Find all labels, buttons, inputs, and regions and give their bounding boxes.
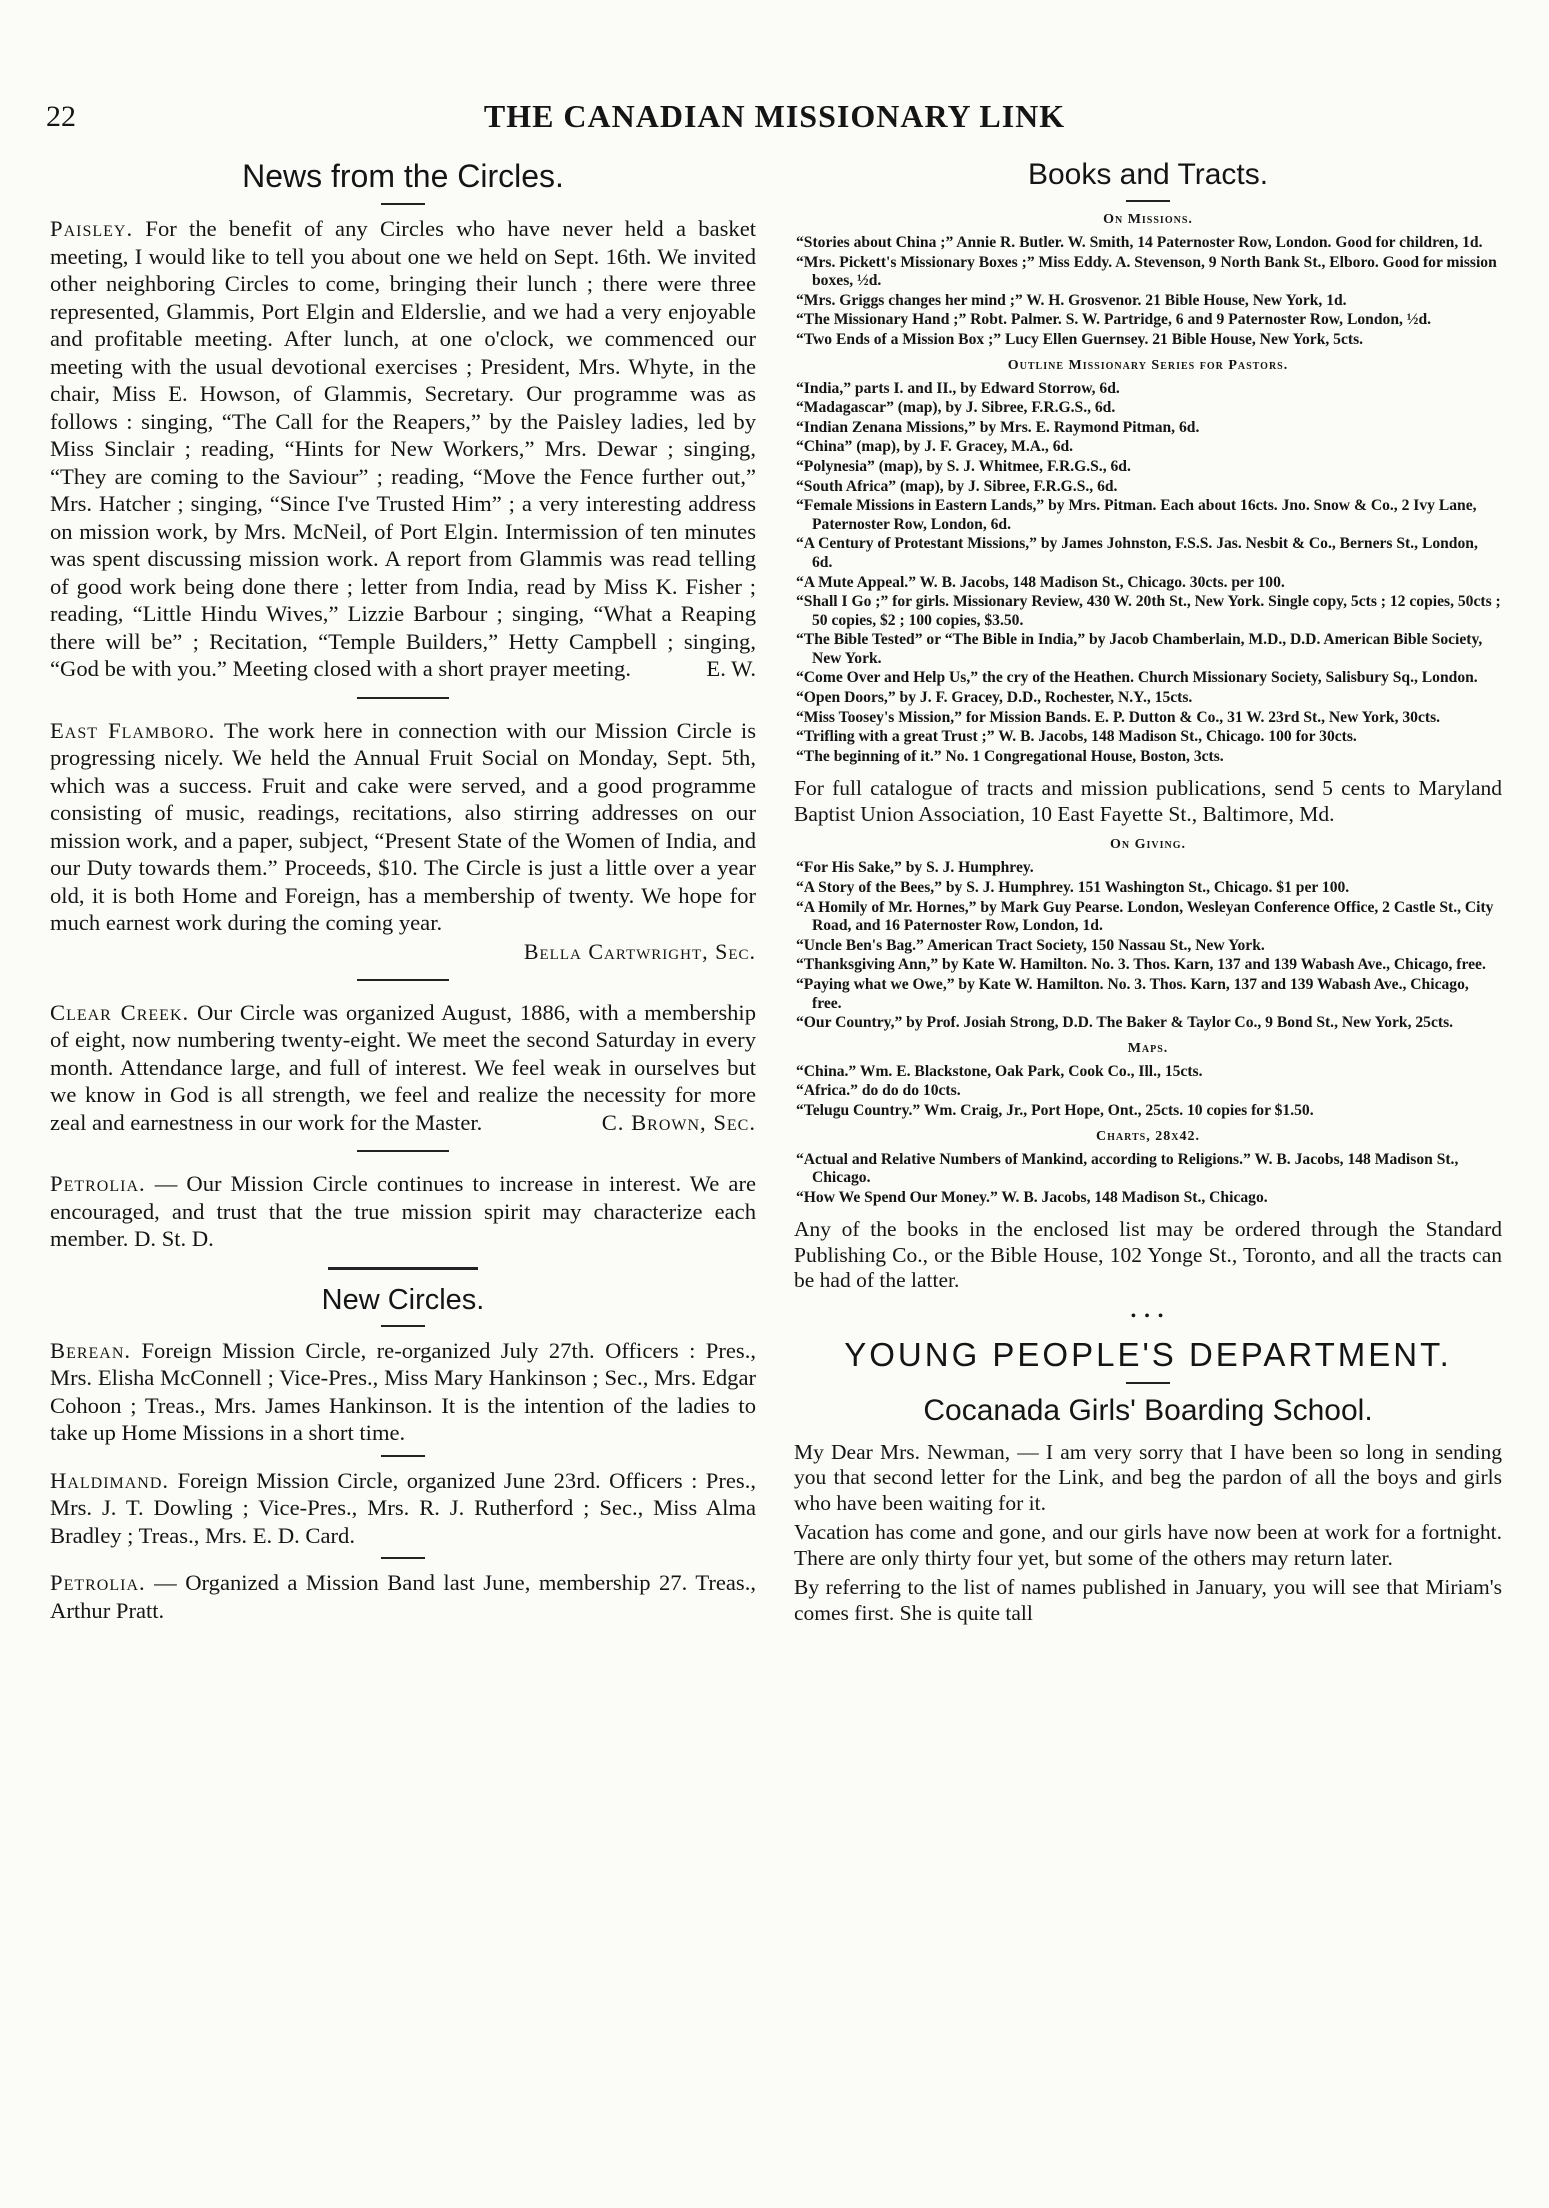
list-item: “Thanksgiving Ann,” by Kate W. Hamilton. No. 3. Thos. Karn, 137 and 139 Wabash Ave., Chicago, free. bbox=[796, 956, 1486, 974]
letter-paragraph: Vacation has come and gone, and our girls have now been at work for a fortnight. There are only thirty four yet, but some of the others may return later. bbox=[794, 1520, 1502, 1570]
subheading-on-giving: On Giving. bbox=[1109, 837, 1186, 853]
article-text: The work here in connection with our Mission Circle is progressing nicely. We held the Annual Fruit Social on Monday, Sept. 5th, which was a success. Fruit and cake were served, and a good programme consisting of music, readings, recitations, also stirring addresses on our mission work, and a paper, subject, “Present State of the Women of India, and our Duty towards them.” Proceeds, $10. The Circle is just a little over a year old, it is both Home and Foreign, has a membership of twenty. We hope for much earnest work during the coming year. bbox=[50, 717, 756, 935]
place-name: Petrolia. bbox=[50, 1570, 146, 1595]
separator: • • • bbox=[1130, 1307, 1166, 1325]
divider bbox=[381, 1455, 425, 1457]
subheading-maps: Maps. bbox=[1127, 1040, 1169, 1056]
subheading-charts: Charts, 28x42. bbox=[1096, 1128, 1200, 1144]
list-item: “South Africa” (map), by J. Sibree, F.R.G.S., 6d. bbox=[796, 477, 1118, 495]
outline-list bbox=[794, 380, 1502, 767]
divider bbox=[381, 1325, 425, 1327]
letter-paragraph: My Dear Mrs. Newman, — I am very sorry that I have been so long in sending you that second letter for the Link, and beg the pardon of all the boys and girls who have been waiting for it. bbox=[794, 1439, 1502, 1515]
signature: E. W. bbox=[706, 656, 756, 681]
article-petrolia-band bbox=[50, 1569, 756, 1624]
list-item: “A Story of the Bees,” by S. J. Humphrey. 151 Washington St., Chicago. $1 per 100. bbox=[796, 879, 1350, 897]
place-name: Paisley. bbox=[50, 216, 134, 241]
list-item: “Madagascar” (map), by J. Sibree, F.R.G.S., 6d. bbox=[796, 399, 1116, 417]
list-item: “For His Sake,” by S. J. Humphrey. bbox=[796, 859, 1034, 877]
page-number: 22 bbox=[46, 100, 76, 133]
divider bbox=[357, 1150, 449, 1152]
divider bbox=[381, 203, 425, 205]
article-text: For the benefit of any Circles who have never held a basket meeting, I would like to tell you about one we held on Sept. 16th. We invited other neighboring Circles to come, bringing their lunch ; there were three represented, Glammis, Port Elgin and Elderslie, and we had a very enjoyable and profitable meeting. After lunch, at one o'clock, we commenced our meeting with the usual devotional exercises ; President, Mrs. Whyte, in the chair, Miss E. Howson, of Glammis, Secretary. Our programme was as follows : singing, “The Call for the Reapers,” by the Paisley ladies, led by Miss Sinclair ; reading, “Hints for New Workers,” Mrs. Dewar ; singing, “They are coming to the Saviour” ; reading, “Move the Fence further out,” Mrs. Hatcher ; singing, “Since I've Trusted Him” ; a very interesting address on mission work, by Mrs. McNeil, of Port Elgin. Intermission of ten minutes was spent discussing mission work. A report from Glammis was read telling of good work being done there ; letter from India, read by Miss K. Fisher ; reading, “Little Hindu Wives,” Lizzie Barbour ; singing, “What a Reaping there will be” ; Recitation, “Temple Builders,” Hetty Campbell ; singing, “God be with you.” Meeting closed with a short prayer meeting. bbox=[50, 216, 756, 681]
list-item: “Indian Zenana Missions,” by Mrs. E. Raymond Pitman, 6d. bbox=[796, 418, 1200, 436]
list-item: “Female Missions in Eastern Lands,” by Mrs. Pitman. Each about 16cts. Jno. Snow & Co., 2 Ivy Lane, Paternoster Row, London, 6d. bbox=[796, 497, 1477, 533]
list-item: “Stories about China ;” Annie R. Butler. W. Smith, 14 Paternoster Row, London. Good for children, 1d. bbox=[796, 234, 1483, 251]
list-item: “The beginning of it.” No. 1 Congregational House, Boston, 3cts. bbox=[796, 747, 1224, 765]
list-item: “Our Country,” by Prof. Josiah Strong, D.D. The Baker & Taylor Co., 9 Bond St., New York, 25cts. bbox=[796, 1014, 1454, 1032]
list-item: “Polynesia” (map), by S. J. Whitmee, F.R.G.S., 6d. bbox=[796, 457, 1131, 475]
young-peoples-department-title: YOUNG PEOPLE'S DEPARTMENT. bbox=[844, 1335, 1452, 1373]
list-item: “Come Over and Help Us,” the cry of the Heathen. Church Missionary Society, Salisbury Sq., London. bbox=[796, 669, 1478, 687]
page-header-title: THE CANADIAN MISSIONARY LINK bbox=[483, 98, 1066, 134]
divider bbox=[1126, 200, 1170, 202]
place-name: Clear Creek. bbox=[50, 999, 190, 1025]
letter-paragraph: By referring to the list of names published in January, you will see that Miriam's comes first. She is quite tall bbox=[794, 1575, 1502, 1625]
list-item: “Uncle Ben's Bag.” American Tract Society, 150 Nassau St., New York. bbox=[796, 936, 1265, 954]
ordering-note: Any of the books in the enclosed list may be ordered through the Standard Publishing Co., or the Bible House, 102 Yonge St., Toronto, and all the tracts can be had of the latter. bbox=[794, 1217, 1502, 1293]
catalogue-note: For full catalogue of tracts and mission publications, send 5 cents to Maryland Baptist Union Association, 10 East Fayette St., Baltimore, Md. bbox=[794, 776, 1502, 826]
list-item: “Actual and Relative Numbers of Mankind, according to Religions.” W. B. Jacobs, 148 Madison St., Chicago. bbox=[796, 1150, 1459, 1187]
list-item: “Paying what we Owe,” by Kate W. Hamilton. No. 3. Thos. Karn, 137 and 139 Wabash Ave., Chicago, free. bbox=[796, 976, 1469, 1012]
article-text: — Our Mission Circle continues to increase in interest. We are encouraged, and trust that the true mission spirit may characterize each member. D. St. D. bbox=[50, 1171, 756, 1251]
list-item: “Mrs. Pickett's Missionary Boxes ;” Miss Eddy. A. Stevenson, 9 North Bank St., Elboro. Good for mission boxes, ½d. bbox=[796, 253, 1497, 290]
article-paisley bbox=[50, 215, 756, 683]
place-name: East Flamboro. bbox=[50, 717, 216, 743]
list-item: “Miss Toosey's Mission,” for Mission Bands. E. P. Dutton & Co., 31 W. 23rd St., New York, 30cts. bbox=[796, 708, 1441, 726]
list-item: “Telugu Country.” Wm. Craig, Jr., Port Hope, Ont., 25cts. 10 copies for $1.50. bbox=[796, 1101, 1314, 1119]
list-item: “Open Doors,” by J. F. Gracey, D.D., Rochester, N.Y., 15cts. bbox=[796, 689, 1193, 707]
list-item: “India,” parts I. and II., by Edward Storrow, 6d. bbox=[796, 379, 1120, 397]
books-and-tracts-title: Books and Tracts. bbox=[1027, 158, 1269, 191]
article-east-flamboro bbox=[50, 717, 756, 937]
giving-list bbox=[794, 859, 1502, 1032]
news-from-circles-title: News from the Circles. bbox=[242, 158, 564, 194]
signature: Bella Cartwright, Sec. bbox=[523, 938, 756, 964]
cocanada-school-title: Cocanada Girls' Boarding School. bbox=[923, 1393, 1373, 1427]
article-haldimand bbox=[50, 1467, 756, 1550]
place-name: Petrolia. bbox=[50, 1171, 146, 1196]
list-item: “A Mute Appeal.” W. B. Jacobs, 148 Madison St., Chicago. 30cts. per 100. bbox=[796, 573, 1285, 591]
subheading-on-missions: On Missions. bbox=[1103, 212, 1193, 227]
list-item: “The Missionary Hand ;” Robt. Palmer. S. W. Partridge, 6 and 9 Paternoster Row, London, ½d. bbox=[796, 311, 1432, 329]
signature: C. Brown, Sec. bbox=[601, 1109, 756, 1135]
divider bbox=[1126, 1382, 1170, 1384]
list-item: “A Century of Protestant Missions,” by James Johnston, F.S.S. Jas. Nesbit & Co., Berners St., London, 6d. bbox=[796, 535, 1478, 571]
divider bbox=[328, 1267, 478, 1270]
maps-list bbox=[794, 1063, 1502, 1121]
article-clear-creek bbox=[50, 999, 756, 1137]
article-text: Foreign Mission Circle, re-organized July 27th. Officers : Pres., Mrs. Elisha McConnell ; Vice-Pres., Miss Mary Hankinson ; Sec., Mrs. Edgar Cohoon ; Treas., Mrs. James Hankinson. It is the intention of the ladies to take up Home Missions in a short time. bbox=[50, 1337, 756, 1445]
divider bbox=[381, 1557, 425, 1559]
list-item: “China.” Wm. E. Blackstone, Oak Park, Cook Co., Ill., 15cts. bbox=[796, 1062, 1203, 1080]
list-item: “A Homily of Mr. Hornes,” by Mark Guy Pearse. London, Wesleyan Conference Office, 2 Castle St., City Road, and 16 Paternoster Row, London, 1d. bbox=[796, 898, 1494, 935]
article-text: Foreign Mission Circle, organized June 23rd. Officers : Pres., Mrs. J. T. Dowling ; Vice-Pres., Mrs. R. J. Rutherford ; Sec., Miss Alma Bradley ; Treas., Mrs. E. D. Card. bbox=[50, 1467, 756, 1548]
list-item: “The Bible Tested” or “The Bible in India,” by Jacob Chamberlain, M.D., D.D. American Bible Society, New York. bbox=[796, 631, 1483, 667]
article-text: Our Circle was organized August, 1886, with a membership of eight, now numbering twenty-eight. We meet the second Saturday in every month. Attendance large, and full of interest. We feel weak in ourselves but we know in God is all strength, we feel and realize the necessity for more zeal and earnestness in our work for the Master. bbox=[50, 999, 756, 1135]
right-column bbox=[794, 150, 1502, 1630]
list-item: “Trifling with a great Trust ;” W. B. Jacobs, 148 Madison St., Chicago. 100 for 30cts. bbox=[796, 728, 1357, 746]
divider bbox=[357, 697, 449, 699]
article-text: — Organized a Mission Band last June, membership 27. Treas., Arthur Pratt. bbox=[50, 1570, 757, 1623]
subheading-outline-series: Outline Missionary Series for Pastors. bbox=[1007, 357, 1289, 373]
article-petrolia bbox=[50, 1170, 756, 1253]
left-column bbox=[50, 150, 756, 1624]
list-item: “Two Ends of a Mission Box ;” Lucy Ellen Guernsey. 21 Bible House, New York, 5cts. bbox=[796, 330, 1364, 348]
charts-list bbox=[794, 1151, 1502, 1208]
place-name: Haldimand. bbox=[50, 1467, 170, 1493]
missions-list bbox=[794, 234, 1502, 350]
place-name: Berean. bbox=[50, 1337, 132, 1363]
list-item: “How We Spend Our Money.” W. B. Jacobs, 148 Madison St., Chicago. bbox=[796, 1188, 1268, 1206]
list-item: “China” (map), by J. F. Gracey, M.A., 6d. bbox=[796, 438, 1074, 456]
list-item: “Africa.” do do do 10cts. bbox=[796, 1082, 961, 1100]
divider bbox=[357, 979, 449, 981]
list-item: “Mrs. Griggs changes her mind ;” W. H. Grosvenor. 21 Bible House, New York, 1d. bbox=[796, 291, 1347, 309]
new-circles-title: New Circles. bbox=[321, 1283, 485, 1316]
article-berean bbox=[50, 1337, 756, 1447]
list-item: “Shall I Go ;” for girls. Missionary Review, 430 W. 20th St., New York. Single copy, 5cts ; 12 copies, 50cts ; 50 copies, $2 ; 100 copies, $3.50. bbox=[796, 593, 1501, 629]
